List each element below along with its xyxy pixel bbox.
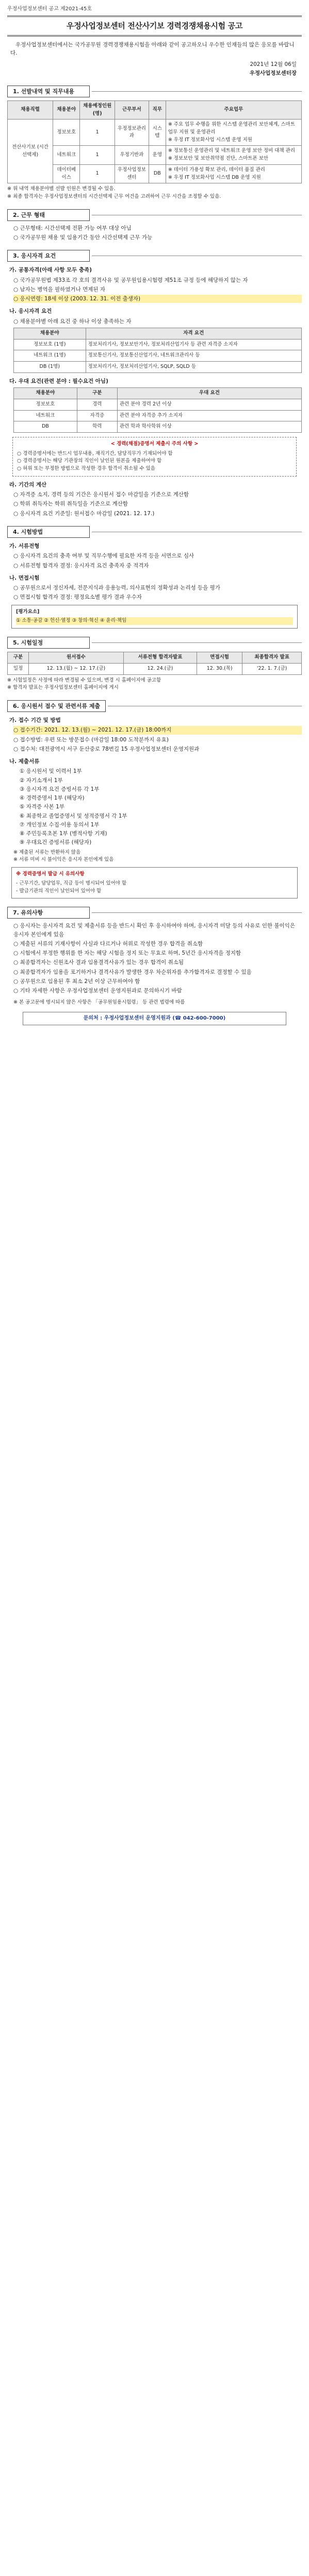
cert-notice-box	[11, 867, 298, 899]
evaluation-box	[11, 605, 298, 629]
note: ※ 제출된 서류는 반환하지 않음	[13, 849, 81, 855]
note: ※ 본 공고문에 명시되지 않은 사항은 「공무원임용시험령」 등 관련 법령에 따름	[13, 999, 185, 1006]
table-cell: 관련 학과 학사학위 이상	[117, 421, 301, 433]
col-header: 채용직렬	[8, 100, 53, 119]
table-cell: '22. 1. 7.(금)	[242, 663, 302, 674]
list-item: ⑧ 주민등록초본 1부 (병적사항 기재)	[20, 831, 107, 837]
table-cell: 관련 분야 자격증 추가 소지자	[117, 410, 301, 421]
subsection-title: 다. 우대 요건(관련 분야 : 필수요건 아님)	[9, 378, 108, 384]
col-header: 근무부서	[115, 100, 149, 119]
table-cell: 네트워크 (1명)	[14, 350, 86, 362]
list-item: ② 자기소개서 1부	[20, 777, 63, 784]
evaluation-criteria: ① 소통·공감 ② 헌신·열정 ③ 창의·혁신 ④ 윤리·책임	[16, 617, 293, 625]
contact-info: 문의처 : 우정사업정보센터 운영지원과 (☎ 042-600-7000)	[23, 1012, 286, 1025]
list-item: ○ 접수처: 대전광역시 서구 둔산중로 78번길 15 우정사업정보센터 운영지원과	[13, 745, 200, 752]
section-2-header	[7, 209, 302, 221]
section-3-title: 3. 응시자격 요건	[7, 250, 90, 262]
section-6-title: 6. 응시원서 접수 및 관련서류 제출	[7, 700, 106, 712]
subsection-title: 나. 면접시험	[9, 574, 40, 581]
table-row	[14, 421, 302, 433]
page-title: 우정사업정보센터 전산사기보 경력경쟁채용시험 공고	[7, 15, 302, 37]
issuing-org: 우정사업정보센터장	[249, 70, 297, 76]
table-row	[14, 339, 302, 350]
notice-box-title: < 경력(채점)증명서 제출시 주의 사항 >	[110, 441, 199, 447]
list-item: ○ 응시자격 요건의 충족 여부 및 직무수행에 필요한 자격 등을 서면으로 심사	[13, 553, 194, 560]
evaluation-box-title: [평가요소]	[16, 608, 40, 615]
notice-date: 2021년 12월 06일	[250, 61, 297, 68]
list-item: ○ 접수기간: 2021. 12. 13.(월) ~ 2021. 12. 17.(금) 18:00까지	[13, 726, 302, 734]
section-divider	[92, 91, 302, 92]
table-cell: 12. 30.(목)	[197, 663, 242, 674]
subsection-title: 나. 응시자격 요건	[9, 308, 52, 315]
note: ※ 시험일정은 사정에 따라 변경될 수 있으며, 변경 시 홈페이지에 공고함	[7, 677, 161, 683]
list-item: ○ 경력증명서는 해당 기관장의 직인이 날인된 원본을 제출하여야 함	[17, 458, 162, 464]
table-cell: 정보보호	[53, 120, 80, 146]
table-row	[14, 399, 302, 410]
table-cell: 1	[80, 146, 115, 164]
table-cell: 정보통신기사, 정보통신산업기사, 네트워크관리사 등	[86, 350, 302, 362]
note: ※ 위 내역 채용분야별 선발 인원은 변경될 수 있음.	[7, 186, 116, 192]
col-header: 직무	[149, 100, 166, 119]
list-item: ○ 국가공무원 채용 및 임용기간 동안 시간선택제 근무 가능	[13, 234, 153, 241]
section-divider	[92, 912, 302, 913]
col-header: 자격 요건	[86, 328, 302, 339]
col-header: 구분	[8, 652, 29, 664]
section-1-title: 1. 선발내역 및 직무내용	[7, 86, 90, 97]
note: ※ 합격자 발표는 우정사업정보센터 홈페이지에 게시	[7, 685, 119, 691]
qualification-table	[13, 328, 302, 373]
section-6-header	[7, 700, 302, 712]
table-row	[8, 120, 302, 146]
list-item: ○ 최종합격자가 임용을 포기하거나 결격사유가 발생한 경우 차순위자를 추가합격자로 결정할 수 있음	[13, 969, 252, 975]
table-cell: ※ 데이터 가용성 확보 관리, 데이터 품질 관리 ※ 우정 IT 정보화사업 시스템 DB 운영 지원	[166, 164, 301, 183]
table-cell: 1	[80, 120, 115, 146]
table-cell: ※ 주요 업무 수행을 위한 시스템 운영관리 보안체계, 스마트업무 지원 및 운영관리 ※ 우정 IT 정보화사업 시스템 운영 지원	[166, 120, 301, 146]
list-item: ⑥ 최종학교 졸업증명서 및 성적증명서 각 1부	[20, 812, 127, 819]
table-cell: 자격증	[77, 410, 117, 421]
table-cell: 학력	[77, 421, 117, 433]
table-row	[8, 663, 302, 674]
subsection-title: 라. 기간의 계산	[9, 481, 47, 488]
list-item: ⑦ 개인정보 수집·이용 동의서 1부	[20, 821, 100, 828]
list-item: - 발급기관의 직인이 날인되어 있어야 함	[16, 888, 102, 894]
section-3-header	[7, 250, 302, 262]
section-7-title: 7. 유의사항	[7, 907, 90, 919]
subsection-title: 가. 공통자격(아래 사항 모두 충족)	[9, 267, 92, 274]
table-cell: DB	[149, 164, 166, 183]
col-header: 최종합격자 발표	[242, 652, 302, 664]
table-row	[14, 410, 302, 421]
section-2-title: 2. 근무 형태	[7, 209, 90, 221]
list-item: ④ 경력증명서 1부 (해당자)	[20, 795, 85, 802]
table-cell: 경력	[77, 399, 117, 410]
section-5-header	[7, 637, 302, 649]
notice-number: 우정사업정보센터 공고 제2021-45호	[7, 6, 92, 12]
col-header: 채용분야	[14, 328, 86, 339]
col-header: 채용예정인원(명)	[80, 100, 115, 119]
list-item: ○ 채용분야별 아래 요건 중 하나 이상 충족하는 자	[13, 318, 132, 325]
table-cell: 정보보호 (1명)	[14, 339, 86, 350]
list-item: ○ 응시연령: 18세 이상 (2003. 12. 31. 이전 출생자)	[13, 295, 302, 303]
list-item: ○ 경력증명서에는 반드시 업무내용, 재직기간, 담당직무가 기재되어야 함	[17, 450, 173, 456]
preference-table	[13, 387, 302, 433]
col-header: 채용분야	[53, 100, 80, 119]
list-item: ○ 기타 자세한 사항은 우정사업정보센터 운영지원과로 문의하시기 바람	[13, 988, 182, 994]
section-divider	[92, 642, 302, 643]
list-item: ① 응시원서 및 이력서 1부	[20, 768, 82, 775]
col-header: 면접시험	[197, 652, 242, 664]
col-header: 구분	[77, 388, 117, 399]
col-header: 서류전형 합격자발표	[123, 652, 197, 664]
list-item: ○ 공무원으로서 정신자세, 전문지식과 응용능력, 의사표현의 정확성과 논리성 등을 평가	[13, 585, 220, 591]
cert-notice-title: ※ 경력증명서 발급 시 유의사항	[16, 871, 85, 877]
list-item: ○ 시험에서 부정한 행위를 한 자는 해당 시험을 정지 또는 무효로 하며, 5년간 응시자격을 정지함	[13, 950, 241, 957]
subsection-title: 가. 접수 기간 및 방법	[9, 717, 61, 723]
list-item: ○ 응시자는 응시자격 요건 및 제출서류 등을 반드시 확인 후 응시하여야 하며, 응시자격 미달 등의 사유로 인한 불이익은 응시자 본인에게 있음	[13, 923, 295, 938]
table-cell: 네트워크	[14, 410, 77, 421]
table-cell: 운영	[149, 146, 166, 164]
list-item: ○ 허위 또는 부정한 방법으로 작성한 경우 합격이 취소될 수 있음	[17, 466, 155, 472]
list-item: ○ 제출된 서류의 기재사항이 사실과 다르거나 허위로 작성한 경우 합격을 취소함	[13, 940, 203, 947]
section-4-header	[7, 526, 302, 538]
note: ※ 최종 합격자는 우정사업정보센터의 시간선택제 근무 여건을 고려하여 근무 시간을 조정할 수 있음.	[7, 194, 221, 200]
subsection-title: 나. 제출서류	[9, 758, 40, 765]
list-item: ○ 서류전형 합격자 결정: 응시자격 요건 충족자 중 적격자	[13, 562, 149, 569]
note: ※ 서류 미비 시 불이익은 응시자 본인에게 있음	[13, 857, 114, 863]
table-cell: 네트워크	[53, 146, 80, 164]
col-header: 주요업무	[166, 100, 301, 119]
col-header: 원서접수	[29, 652, 124, 664]
table-row	[14, 350, 302, 362]
notice-box	[12, 437, 297, 477]
table-cell: 전산사기보 (시간선택제)	[8, 120, 53, 183]
list-item: ○ 자격증 소지, 경력 등의 기간은 응시원서 접수 마감일을 기준으로 계산함	[13, 492, 189, 498]
list-item: ③ 응시자격 요건 증빙서류 각 1부	[20, 786, 100, 792]
table-cell: ※ 정보통신 운영관리 및 네트워크 운영 보안 정비 대책 관리 ※ 정보보안 및 보안취약점 진단, 스마트폰 보안	[166, 146, 301, 164]
table-cell: 1	[80, 164, 115, 183]
list-item: ⑤ 자격증 사본 1부	[20, 804, 64, 810]
list-item: ○ 최종합격자는 신원조사 결과 임용결격사유가 있는 경우 합격이 취소됨	[13, 959, 184, 966]
section-4-title: 4. 시험방법	[7, 526, 90, 538]
page	[0, 0, 309, 1041]
table-cell: 우정정보관리과	[115, 120, 149, 146]
table-cell: DB	[14, 421, 77, 433]
list-item: ○ 공무원으로 임용된 후 최소 2년 이상 근무하여야 함	[13, 978, 140, 985]
table-cell: 12. 13.(월) ~ 12. 17.(금)	[29, 663, 124, 674]
col-header: 채용분야	[14, 388, 77, 399]
table-cell: 우정기반과	[115, 146, 149, 164]
list-item: ○ 학위 취득자는 학위 취득일을 기준으로 계산함	[13, 501, 128, 507]
list-item: - 근무기간, 담당업무, 직급 등이 명시되어 있어야 함	[16, 880, 127, 886]
intro-text: 우정사업정보센터에서는 국가공무원 경력경쟁채용시험을 아래와 같이 공고하오니 우수한 인재들의 많은 응모를 바랍니다.	[10, 41, 295, 57]
table-cell: 데이터베이스	[53, 164, 80, 183]
table-cell: 일정	[8, 663, 29, 674]
table-cell: DB (1명)	[14, 362, 86, 373]
schedule-table	[7, 652, 302, 674]
list-item: ○ 면접시험 합격자 결정: 평정요소별 평가 결과 우수자	[13, 594, 142, 601]
recruitment-table	[7, 100, 302, 183]
list-item: ○ 남자는 병역을 필하였거나 면제된 자	[13, 286, 105, 293]
table-cell: 시스템	[149, 120, 166, 146]
subsection-title: 가. 서류전형	[9, 543, 40, 549]
section-1-header	[7, 86, 302, 97]
table-cell: 12. 24.(금)	[123, 663, 197, 674]
list-item: ○ 접수방법: 우편 또는 방문접수 (마감일 18:00 도착분까지 유효)	[13, 736, 169, 743]
section-5-title: 5. 시험일정	[7, 637, 90, 649]
list-item: ○ 근무형태: 시간선택제 전환 가능 여부 대상 아님	[13, 225, 132, 231]
list-item: ○ 응시자격 요건 기준일: 원서접수 마감일 (2021. 12. 17.)	[13, 510, 155, 517]
table-row	[14, 362, 302, 373]
table-cell: 정보처리기사, 정보보안기사, 정보처리산업기사 등 관련 자격증 소지자	[86, 339, 302, 350]
list-item: ○ 국가공무원법 제33조 각 호의 결격사유 및 공무원임용시험령 제51조 규정 등에 해당하지 않는 자	[13, 277, 248, 283]
table-cell: 관련 분야 경력 2년 이상	[117, 399, 301, 410]
list-item: ⑨ 우대요건 증빙서류 (해당자)	[20, 839, 92, 846]
table-cell: 우정사업정보센터	[115, 164, 149, 183]
table-cell: 정보보호	[14, 399, 77, 410]
table-cell: 정보처리기사, 정보처리산업기사, SQLP, SQLD 등	[86, 362, 302, 373]
col-header: 우대 요건	[117, 388, 301, 399]
section-7-header	[7, 907, 302, 919]
